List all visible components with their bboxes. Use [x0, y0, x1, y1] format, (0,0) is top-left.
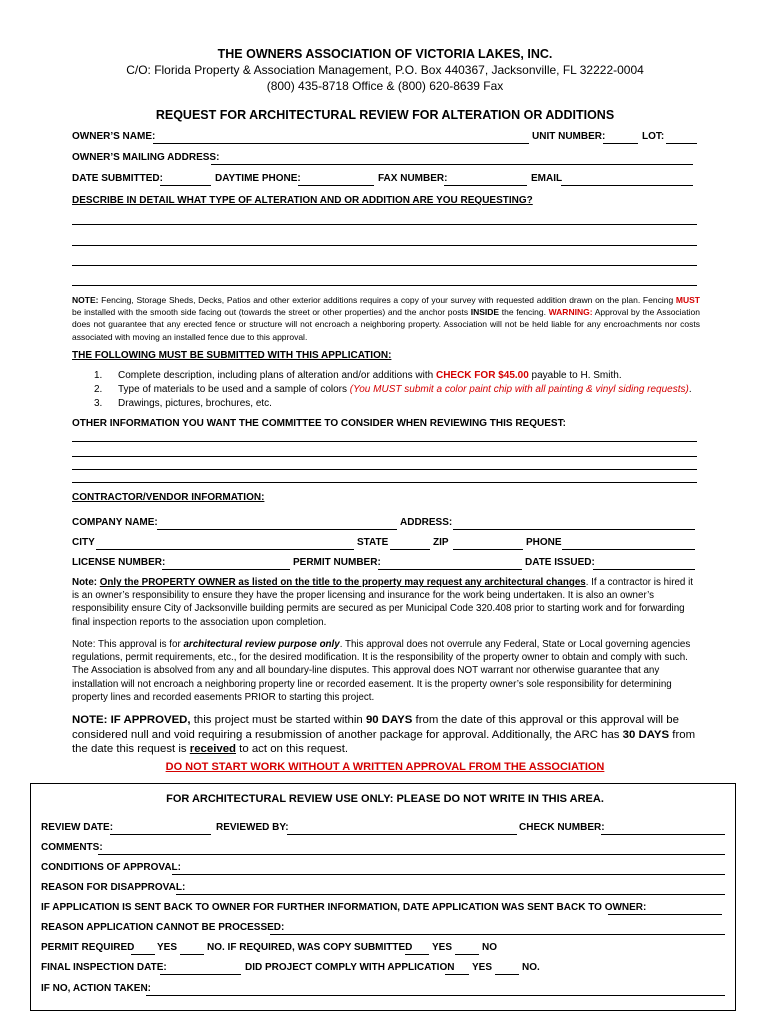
org-phones: (800) 435-8718 Office & (800) 620-8639 Fax	[266, 79, 504, 93]
action-taken-field[interactable]	[146, 995, 725, 996]
sent-back-label: IF APPLICATION IS SENT BACK TO OWNER FOR FURTHER INFORMATION, DATE APPLICATION WAS SENT BACK TO OWNER:	[41, 902, 647, 913]
permit-required-no-field[interactable]	[180, 954, 204, 955]
describe-line-4[interactable]	[72, 285, 697, 286]
email-field[interactable]	[561, 185, 693, 186]
submit-item-1: Complete description, including plans of alteration and/or additions with CHECK FOR $45.00 payable to H. Smith.	[118, 370, 622, 381]
comply-yes-label: YES	[472, 962, 493, 973]
date-issued-field[interactable]	[593, 569, 695, 570]
other-info-label: OTHER INFORMATION YOU WANT THE COMMITTEE TO CONSIDER WHEN REVIEWING THIS REQUEST:	[72, 418, 566, 429]
comply-yes-field[interactable]	[445, 974, 469, 975]
comments-field[interactable]	[98, 854, 725, 855]
other-info-line-4[interactable]	[72, 482, 697, 483]
describe-label: DESCRIBE IN DETAIL WHAT TYPE OF ALTERATION AND OR ADDITION ARE YOU REQUESTING?	[72, 195, 533, 206]
email-label: EMAIL	[531, 173, 563, 184]
submit-item-1-num: 1.	[94, 370, 103, 381]
contractor-phone-label: PHONE	[526, 537, 562, 548]
form-title: REQUEST FOR ARCHITECTURAL REVIEW FOR ALTERATION OR ADDITIONS	[155, 108, 615, 122]
cannot-process-field[interactable]	[270, 934, 725, 935]
fence-note: NOTE: Fencing, Storage Sheds, Decks, Patios and other exterior additions requires a copy of your survey with requested addition drawn on the plan. Fencing MUST be installed with the smooth side facing out (towards the street or other properties) and the anchor posts INSIDE the fencing. WARNING: Approval by the Association does not guarantee that any erected fence or structure will not encroach a neighboring property. Association will not be held liable for any encroachments nor costs associated with moving an installed fence due to this approval.	[72, 295, 700, 342]
city-field[interactable]	[96, 549, 354, 550]
contractor-address-label: ADDRESS:	[400, 517, 453, 528]
action-taken-label: IF NO, ACTION TAKEN:	[41, 983, 151, 994]
daytime-phone-field[interactable]	[298, 185, 374, 186]
review-date-field[interactable]	[110, 834, 211, 835]
city-label: CITY	[72, 537, 95, 548]
comply-no-label: NO.	[522, 962, 540, 973]
license-number-label: LICENSE NUMBER:	[72, 557, 166, 568]
review-box-title: FOR ARCHITECTURAL REVIEW USE ONLY: PLEASE DO NOT WRITE IN THIS AREA.	[166, 793, 604, 805]
copy-submitted-yes-field[interactable]	[405, 954, 429, 955]
owner-name-label: OWNER’S NAME:	[72, 131, 156, 142]
if-approved-note: NOTE: IF APPROVED, this project must be started within 90 DAYS from the date of this approval or this approval will be considered null and void requiring a resubmission of another package for approval. Additionally, the ARC has 30 DAYS from the date this request is received to act on this request.	[72, 714, 696, 756]
cannot-process-label: REASON APPLICATION CANNOT BE PROCESSED:	[41, 922, 285, 933]
zip-field[interactable]	[453, 549, 523, 550]
org-address: C/O: Florida Property & Association Management, P.O. Box 440367, Jacksonville, FL 32222-0004	[126, 63, 644, 77]
mailing-address-field[interactable]	[211, 164, 693, 165]
other-info-line-2[interactable]	[72, 456, 697, 457]
org-name: THE OWNERS ASSOCIATION OF VICTORIA LAKES, INC.	[217, 47, 553, 61]
review-date-label: REVIEW DATE:	[41, 822, 114, 833]
contractor-heading: CONTRACTOR/VENDOR INFORMATION:	[72, 492, 265, 503]
date-issued-label: DATE ISSUED:	[525, 557, 595, 568]
state-label: STATE	[357, 537, 389, 548]
other-info-line-3[interactable]	[72, 469, 697, 470]
zip-label: ZIP	[433, 537, 449, 548]
owner-only-note: Note: Only the PROPERTY OWNER as listed on the title to the property may request any architectural changes. If a contractor is hired it is an owner’s responsibility to ensure they have the proper licensing and insurance for the work being undertaken. It is also an owner’s responsibility ensure City of Jacksonville building permits are secured as per Municipal Code 320.408 prior to starting work and for forwarding final inspection reports to the association upon completion.	[72, 577, 693, 628]
fax-number-field[interactable]	[444, 185, 527, 186]
describe-line-3[interactable]	[72, 265, 697, 266]
check-number-label: CHECK NUMBER:	[519, 822, 605, 833]
conditions-field[interactable]	[172, 874, 725, 875]
submit-item-3-num: 3.	[94, 398, 103, 409]
permit-required-label: PERMIT REQUIRED	[41, 942, 135, 953]
owner-name-field[interactable]	[153, 143, 529, 144]
describe-line-1[interactable]	[72, 224, 697, 225]
sent-back-field[interactable]	[608, 914, 722, 915]
final-inspection-label: FINAL INSPECTION DATE:	[41, 962, 167, 973]
submit-item-2: Type of materials to be used and a sample of colors (You MUST submit a color paint chip with all painting & vinyl siding requests).	[118, 384, 692, 395]
date-submitted-label: DATE SUBMITTED:	[72, 173, 163, 184]
daytime-phone-label: DAYTIME PHONE:	[215, 173, 301, 184]
permit-number-field[interactable]	[378, 569, 522, 570]
comply-no-field[interactable]	[495, 974, 519, 975]
permit-required-yes-field[interactable]	[131, 954, 155, 955]
license-number-field[interactable]	[162, 569, 290, 570]
lot-label: LOT:	[642, 131, 665, 142]
unit-number-field[interactable]	[603, 143, 638, 144]
submit-item-3: Drawings, pictures, brochures, etc.	[118, 398, 272, 409]
check-number-field[interactable]	[601, 834, 725, 835]
unit-number-label: UNIT NUMBER:	[532, 131, 606, 142]
reviewed-by-field[interactable]	[287, 834, 517, 835]
submit-heading: THE FOLLOWING MUST BE SUBMITTED WITH THIS APPLICATION:	[72, 350, 392, 361]
final-inspection-field[interactable]	[160, 974, 241, 975]
copy-no-label: NO	[482, 942, 497, 953]
permit-no-label: NO. IF REQUIRED, WAS COPY SUBMITTED	[207, 942, 413, 953]
review-box	[30, 783, 736, 1011]
permit-number-label: PERMIT NUMBER:	[293, 557, 381, 568]
mailing-address-label: OWNER’S MAILING ADDRESS:	[72, 152, 220, 163]
copy-yes-label: YES	[432, 942, 453, 953]
lot-field[interactable]	[666, 143, 697, 144]
disapproval-field[interactable]	[176, 894, 725, 895]
contractor-address-field[interactable]	[453, 529, 695, 530]
company-name-field[interactable]	[157, 529, 397, 530]
review-purpose-note: Note: This approval is for architectural review purpose only. This approval does not overrule any Federal, State or Local governing agencies regulations, permit requirements, etc., for the desired modification. It is the responsibility of the property owner to obtain and comply with such. The Association is absolved from any and all boundary-line disputes. This approval does NOT warrant nor otherwise guarantee that any installation will not encroach a neighboring property line or recorded easement. It is the property owner’s sole responsibility for determining property lines and recorded easements PRIOR to starting this project.	[72, 639, 691, 703]
company-name-label: COMPANY NAME:	[72, 517, 158, 528]
state-field[interactable]	[390, 549, 430, 550]
disapproval-label: REASON FOR DISAPPROVAL:	[41, 882, 186, 893]
copy-submitted-no-field[interactable]	[455, 954, 479, 955]
do-not-start-warning: DO NOT START WORK WITHOUT A WRITTEN APPROVAL FROM THE ASSOCIATION	[165, 761, 605, 773]
contractor-phone-field[interactable]	[562, 549, 695, 550]
permit-yes-label: YES	[157, 942, 178, 953]
fax-number-label: FAX NUMBER:	[378, 173, 448, 184]
reviewed-by-label: REVIEWED BY:	[216, 822, 289, 833]
conditions-label: CONDITIONS OF APPROVAL:	[41, 862, 181, 873]
other-info-line-1[interactable]	[72, 441, 697, 442]
submit-item-2-num: 2.	[94, 384, 103, 395]
comments-label: COMMENTS:	[41, 842, 103, 853]
describe-line-2[interactable]	[72, 245, 697, 246]
date-submitted-field[interactable]	[160, 185, 211, 186]
did-comply-label: DID PROJECT COMPLY WITH APPLICATION	[245, 962, 455, 973]
